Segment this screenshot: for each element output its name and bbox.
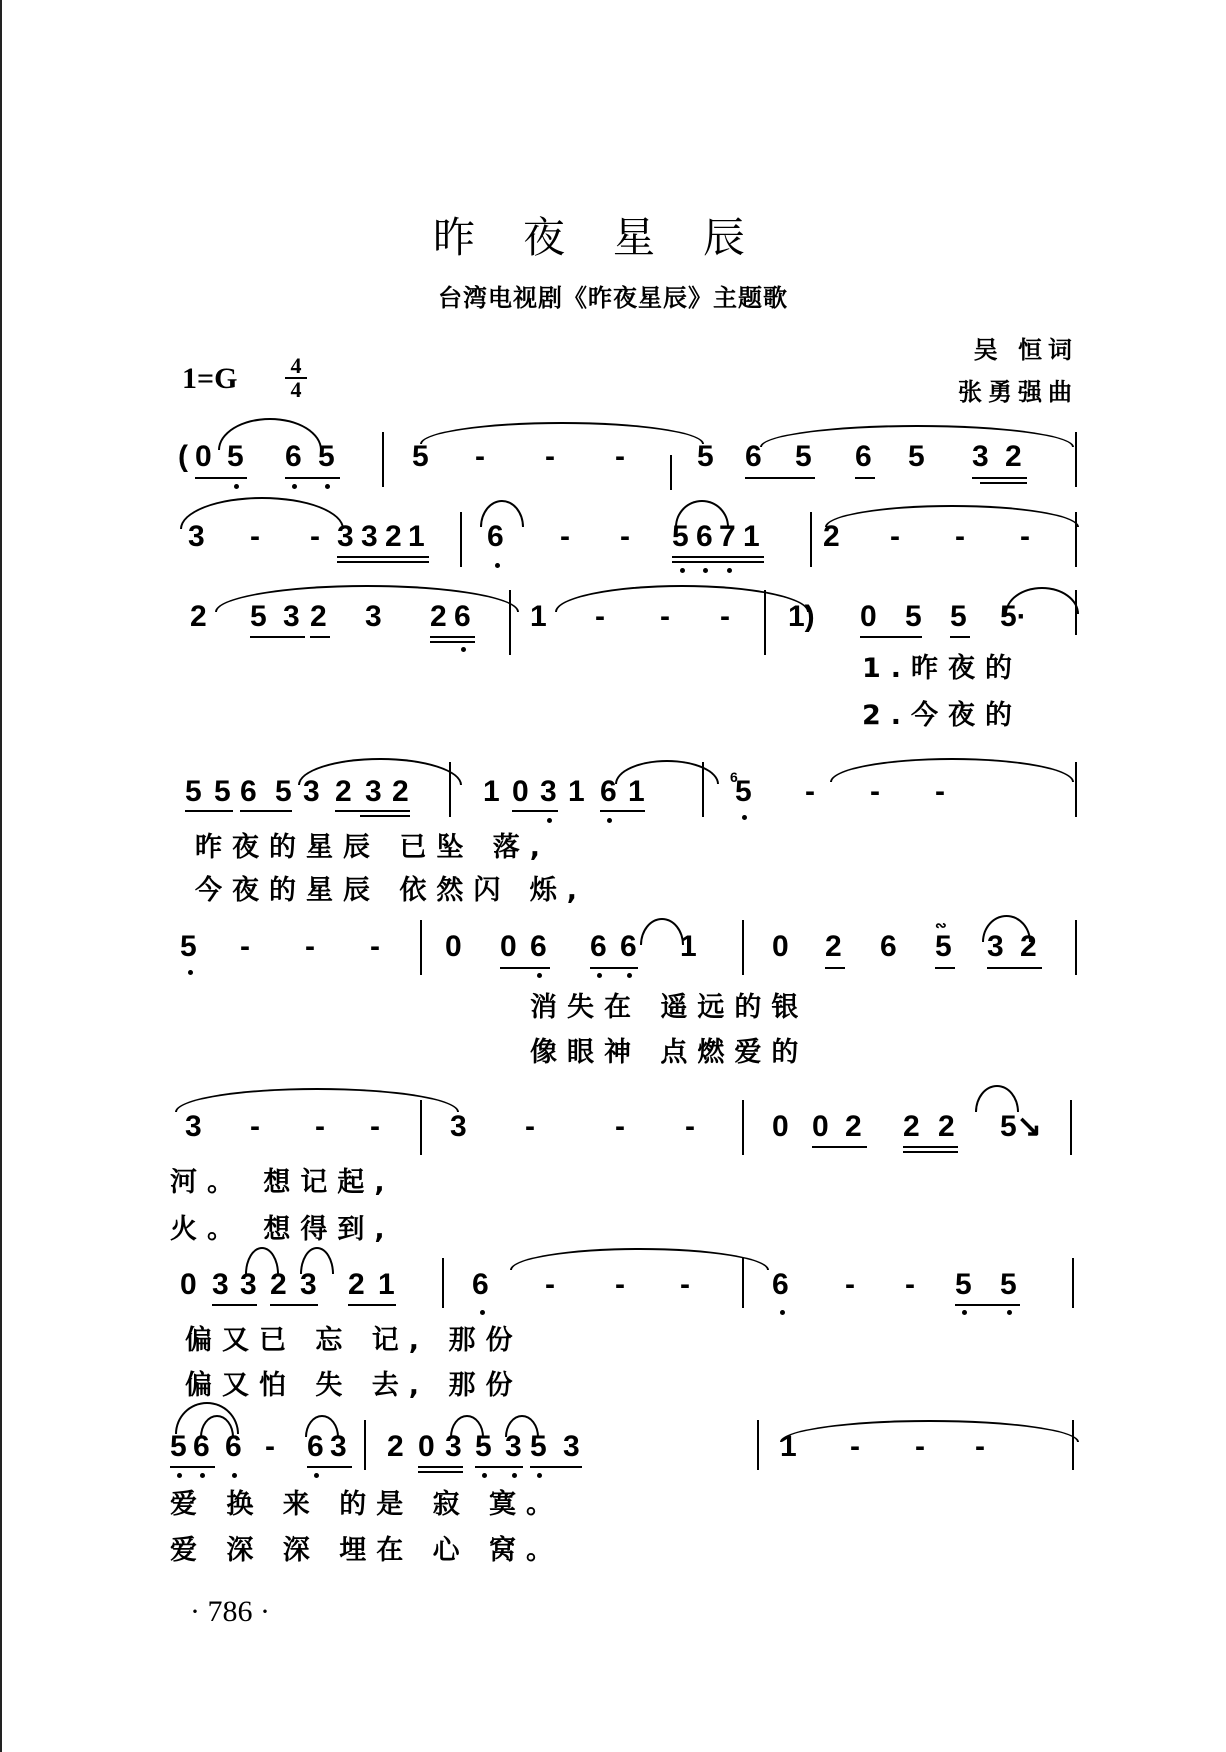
lyrics-line: 消失在 遥远的银 — [530, 992, 809, 1023]
lyrics-line: 今夜的星辰 依然闪 烁, — [195, 875, 588, 906]
lyrics-line: 偏又已 忘 记, 那份 — [185, 1325, 523, 1356]
time-signature — [285, 355, 307, 401]
lyrics-line: 昨夜的星辰 已坠 落, — [195, 832, 551, 863]
lyrics-line: 偏又怕 失 去, 那份 — [185, 1370, 523, 1401]
song-title: 昨夜星辰 — [432, 213, 793, 262]
verse-2-label: 2.今夜的 — [862, 700, 1023, 731]
key-signature: 1=G — [182, 362, 238, 395]
composer: 张勇强曲 — [958, 378, 1078, 406]
lyrics-line: 爱 深 深 埋在 心 窝。 — [170, 1535, 563, 1566]
time-sig-top: 4 — [290, 353, 302, 378]
lyrics-line: 河。 想记起, — [170, 1167, 395, 1198]
slur — [420, 422, 704, 444]
underline — [195, 477, 247, 479]
lyrics-line: 像眼神 点燃爱的 — [530, 1037, 809, 1068]
page-number: · 786 · — [190, 1595, 270, 1628]
lyrics-line: 爱 换 来 的是 寂 寞。 — [170, 1489, 563, 1520]
verse-1-label: 1.昨夜的 — [862, 653, 1023, 684]
underline — [285, 477, 340, 479]
lyricist: 吴 恒词 — [973, 336, 1078, 364]
lyrics-line: 火。 想得到, — [170, 1214, 395, 1245]
song-subtitle: 台湾电视剧《昨夜星辰》主题歌 — [438, 284, 788, 312]
time-sig-bottom: 4 — [285, 377, 307, 401]
